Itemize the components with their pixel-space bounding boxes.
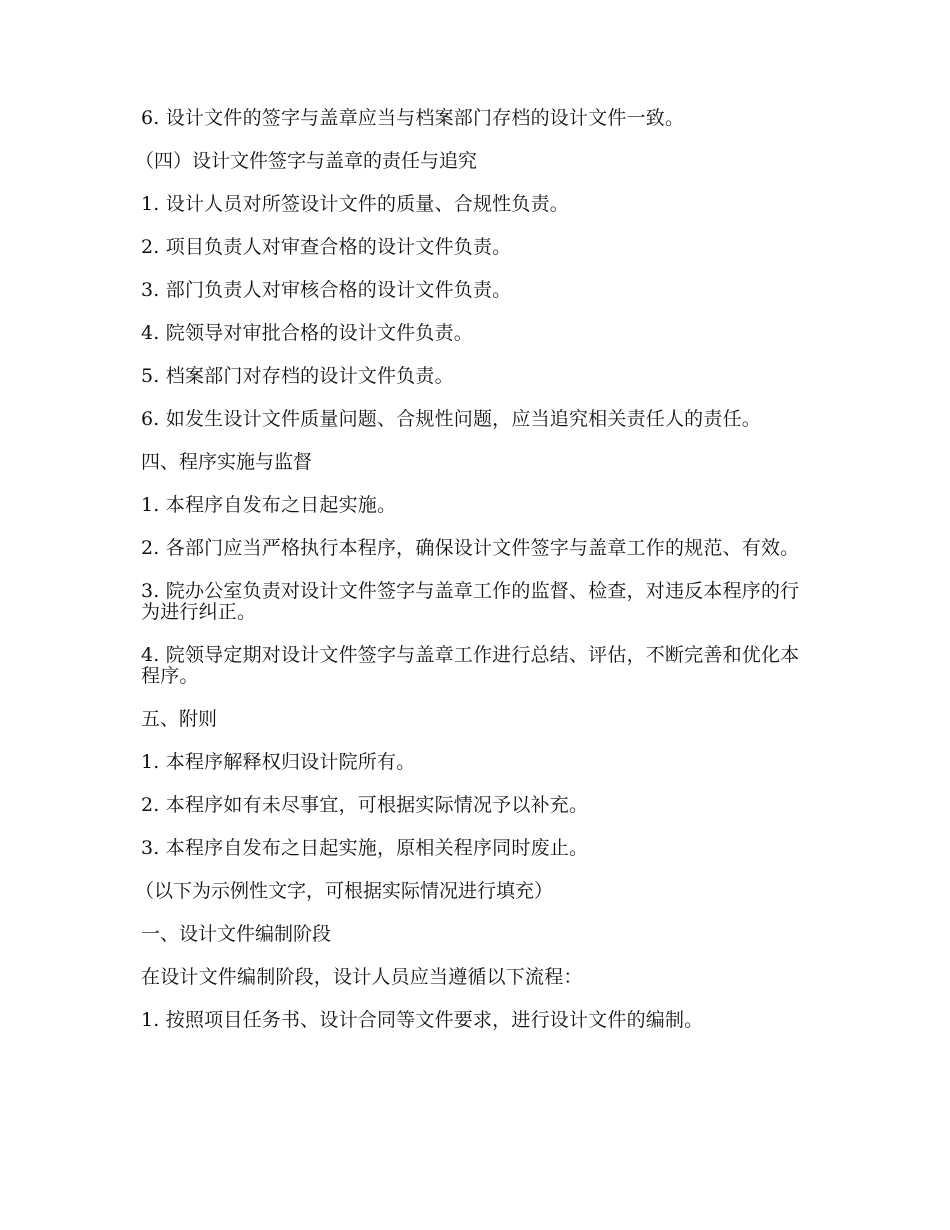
chapter-heading-appendix: 五、附则 [141, 708, 218, 730]
paragraph-item-2-project-lead: 2. 项目负责人对审查合格的设计文件负责。 [141, 236, 512, 258]
example-note: （以下为示例性文字，可根据实际情况进行填充） [135, 880, 554, 902]
paragraph-implementation-3: 3. 院办公室负责对设计文件签字与盖章工作的监督、检查，对违反本程序的行为进行纠正。 [141, 580, 800, 623]
paragraph-item-5-archive: 5. 档案部门对存档的设计文件负责。 [141, 365, 454, 387]
paragraph-appendix-2: 2. 本程序如有未尽事宜，可根据实际情况予以补充。 [141, 794, 589, 816]
paragraph-drafting-1: 1. 按照项目任务书、设计合同等文件要求，进行设计文件的编制。 [141, 1009, 704, 1031]
paragraph-item-6-consistency: 6. 设计文件的签字与盖章应当与档案部门存档的设计文件一致。 [141, 107, 685, 129]
paragraph-drafting-intro: 在设计文件编制阶段，设计人员应当遵循以下流程： [141, 966, 583, 988]
paragraph-implementation-1: 1. 本程序自发布之日起实施。 [141, 494, 397, 516]
paragraph-appendix-1: 1. 本程序解释权归设计院所有。 [141, 751, 416, 773]
paragraph-appendix-3: 3. 本程序自发布之日起实施，原相关程序同时废止。 [141, 837, 589, 859]
chapter-heading-drafting: 一、设计文件编制阶段 [141, 923, 332, 945]
paragraph-implementation-2: 2. 各部门应当严格执行本程序，确保设计文件签字与盖章工作的规范、有效。 [141, 537, 800, 559]
section-heading-responsibility: （四）设计文件签字与盖章的责任与追究 [135, 150, 478, 172]
chapter-heading-implementation: 四、程序实施与监督 [141, 451, 313, 473]
paragraph-item-3-dept-lead: 3. 部门负责人对审核合格的设计文件负责。 [141, 279, 512, 301]
paragraph-item-4-institute-lead: 4. 院领导对审批合格的设计文件负责。 [141, 322, 473, 344]
paragraph-item-6-accountability: 6. 如发生设计文件质量问题、合规性问题，应当追究相关责任人的责任。 [141, 408, 761, 430]
paragraph-item-1-designer: 1. 设计人员对所签设计文件的质量、合规性负责。 [141, 193, 569, 215]
document-page [135, 107, 809, 1053]
paragraph-implementation-4: 4. 院领导定期对设计文件签字与盖章工作进行总结、评估，不断完善和优化本程序。 [141, 644, 800, 687]
